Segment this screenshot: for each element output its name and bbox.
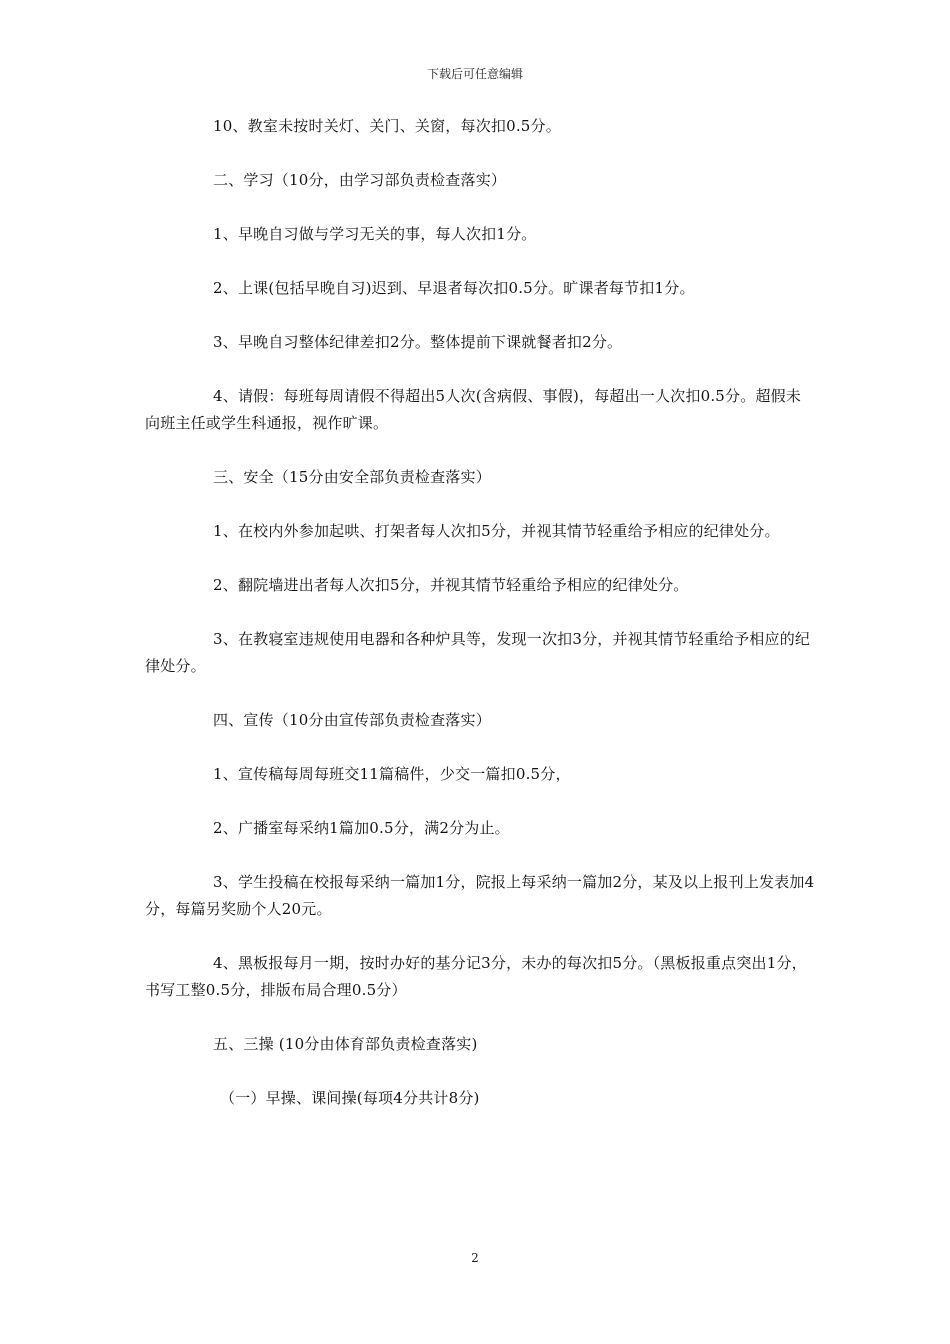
section-heading-study: 二、学习（10分，由学习部负责检查落实） <box>213 171 507 189</box>
subsection-heading-morning-exercises: （一）早操、课间操(每项4分共计8分) <box>220 1089 480 1107</box>
paragraph-publicity-4: 4、黑板报每月一期，按时办好的基分记3分，未办的每次扣5分。（黑板报重点突出1分，书写工整0.5分，排版布局合理0.5分） <box>145 954 807 999</box>
paragraph-study-2: 2、上课(包括早晚自习)迟到、早退者每次扣0.5分。旷课者每节扣1分。 <box>213 279 695 297</box>
paragraph-safety-1: 1、在校内外参加起哄、打架者每人次扣5分，并视其情节轻重给予相应的纪律处分。 <box>213 522 780 540</box>
paragraph-rule-10: 10、教室未按时关灯、关门、关窗，每次扣0.5分。 <box>213 117 561 135</box>
page-number: 2 <box>471 1251 479 1265</box>
section-heading-safety: 三、安全（15分由安全部负责检查落实） <box>213 468 491 486</box>
paragraph-study-3: 3、早晚自习整体纪律差扣2分。整体提前下课就餐者扣2分。 <box>213 333 623 351</box>
paragraph-study-4: 4、请假：每班每周请假不得超出5人次(含病假、事假)，每超出一人次扣0.5分。超假未向班主任或学生科通报，视作旷课。 <box>145 387 802 432</box>
paragraph-publicity-2: 2、广播室每采纳1篇加0.5分，满2分为止。 <box>213 819 510 837</box>
section-heading-publicity: 四、宣传（10分由宣传部负责检查落实） <box>213 711 491 729</box>
paragraph-publicity-3: 3、学生投稿在校报每采纳一篇加1分，院报上每采纳一篇加2分，某及以上报刊上发表加4分，每篇另奖励个人20元。 <box>145 873 815 918</box>
page-header: 下载后可任意编辑 <box>426 67 523 81</box>
paragraph-study-1: 1、早晚自习做与学习无关的事，每人次扣1分。 <box>213 225 537 243</box>
paragraph-publicity-1: 1、宣传稿每周每班交11篇稿件，少交一篇扣0.5分， <box>213 765 571 783</box>
document-body <box>145 113 815 1139</box>
section-heading-exercises: 五、三操 (10分由体育部负责检查落实) <box>213 1035 478 1053</box>
paragraph-safety-3: 3、在教寝室违规使用电器和各种炉具等，发现一次扣3分，并视其情节轻重给予相应的纪律处分。 <box>145 630 811 675</box>
paragraph-safety-2: 2、翻院墙进出者每人次扣5分，并视其情节轻重给予相应的纪律处分。 <box>213 576 689 594</box>
